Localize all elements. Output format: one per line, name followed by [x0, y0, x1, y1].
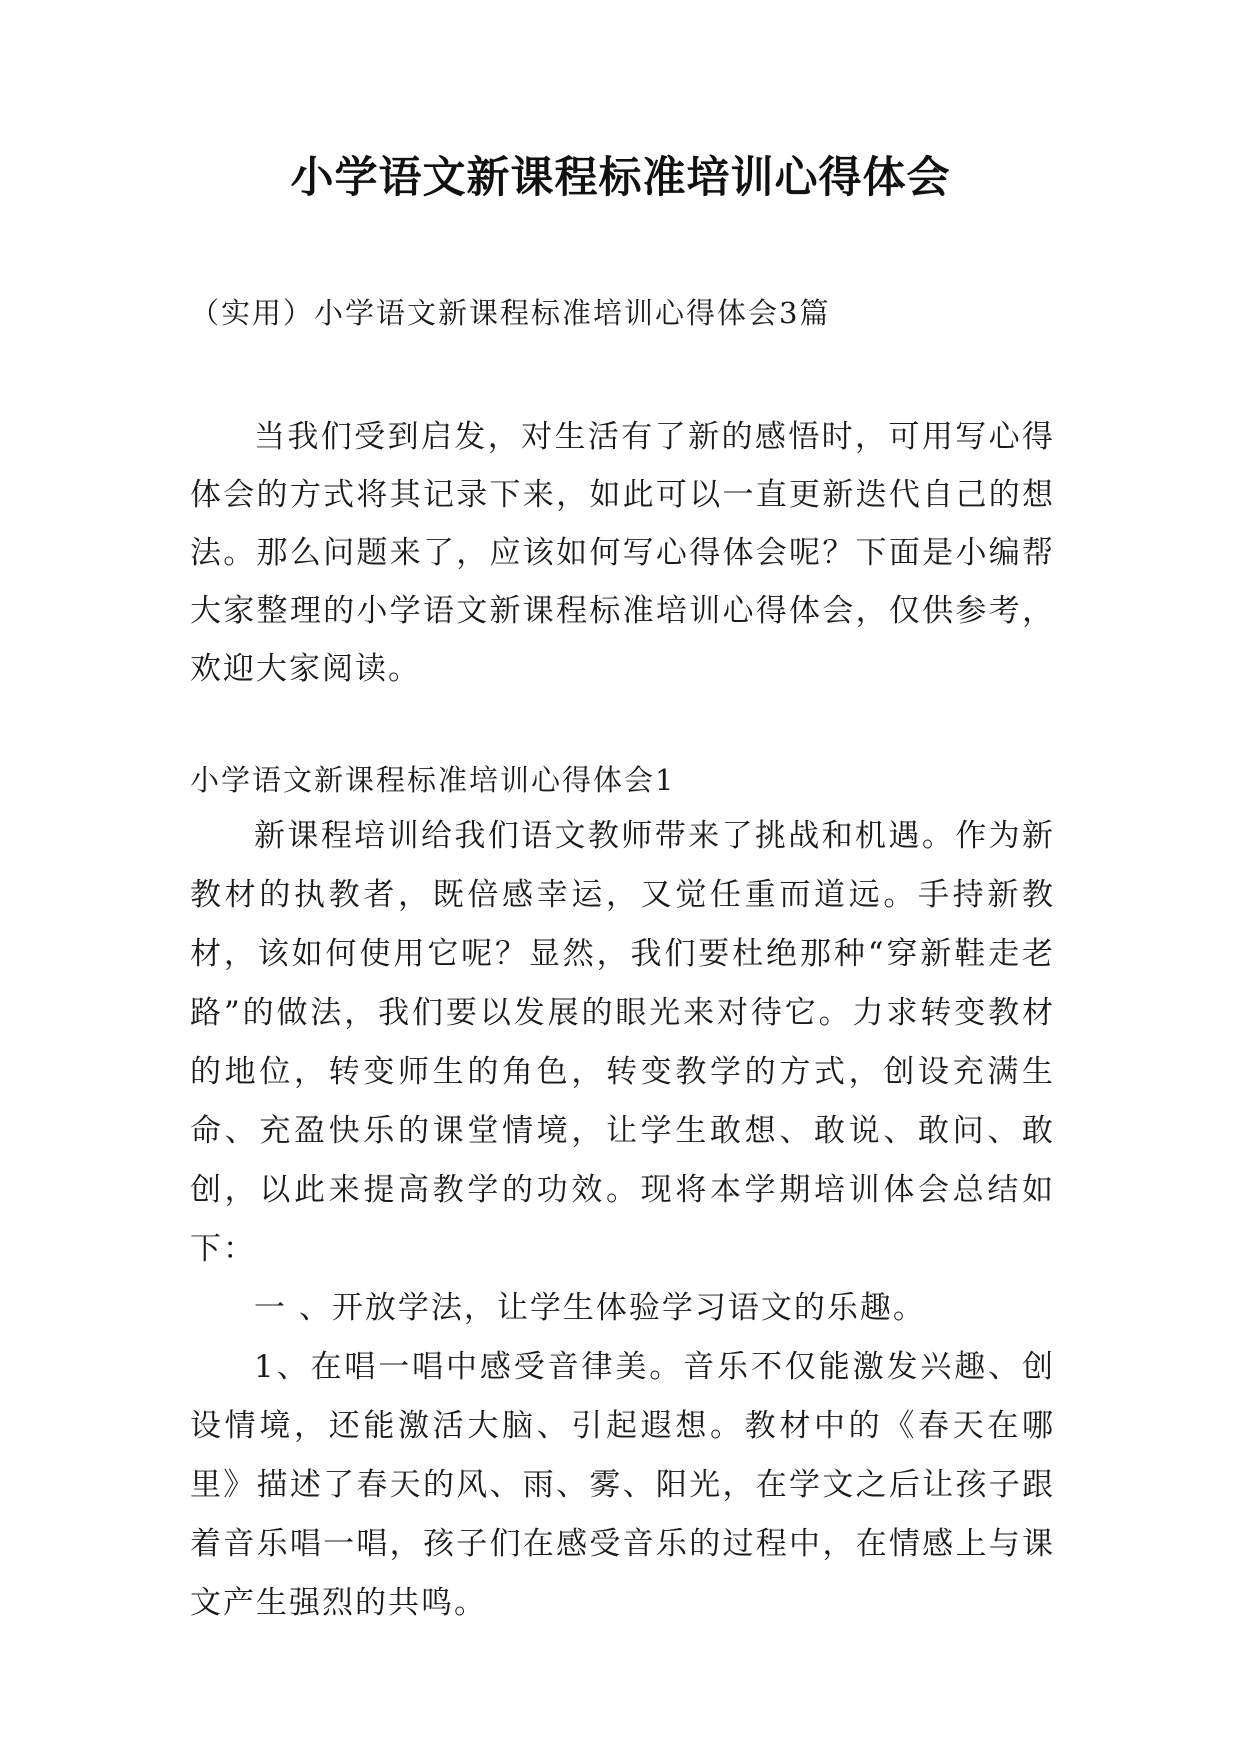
section-body [190, 807, 1055, 1633]
body-paragraph: 一 、开放学法，让学生体验学习语文的乐趣。 [254, 1290, 926, 1326]
body-paragraph: 新课程培训给我们语文教师带来了挑战和机遇。作为新教材的执教者，既倍感幸运，又觉任重而道远。手持新教材，该如何使用它呢？显然，我们要杜绝那种“穿新鞋走老路”的做法，我们要以发展的眼光来对待它。力求转变教材的地位，转变师生的角色，转变教学的方式，创设充满生命、充盈快乐的课堂情境，让学生敢想、敢说、敢问、敢创，以此来提高教学的功效。现将本学期培训体会总结如下： [190, 818, 1055, 1267]
document-title: 小学语文新课程标准培训心得体会 [290, 153, 951, 203]
document-subtitle: （实用）小学语文新课程标准培训心得体会3篇 [190, 296, 831, 330]
intro-paragraph: 当我们受到启发，对生活有了新的感悟时，可用写心得体会的方式将其记录下来，如此可以一直更新迭代自己的想法。那么问题来了，应该如何写心得体会呢？下面是小编帮大家整理的小学语文新课程标准培训心得体会，仅供参考，欢迎大家阅读。 [190, 419, 1055, 687]
section-heading: 小学语文新课程标准培训心得体会1 [190, 763, 676, 797]
body-paragraph: 1、在唱一唱中感受音律美。音乐不仅能激发兴趣、创设情境，还能激活大脑、引起遐想。教材中的《春天在哪里》描述了春天的风、雨、雾、阳光，在学文之后让孩子跟着音乐唱一唱，孩子们在感受音乐的过程中，在情感上与课文产生强烈的共鸣。 [190, 1349, 1055, 1621]
